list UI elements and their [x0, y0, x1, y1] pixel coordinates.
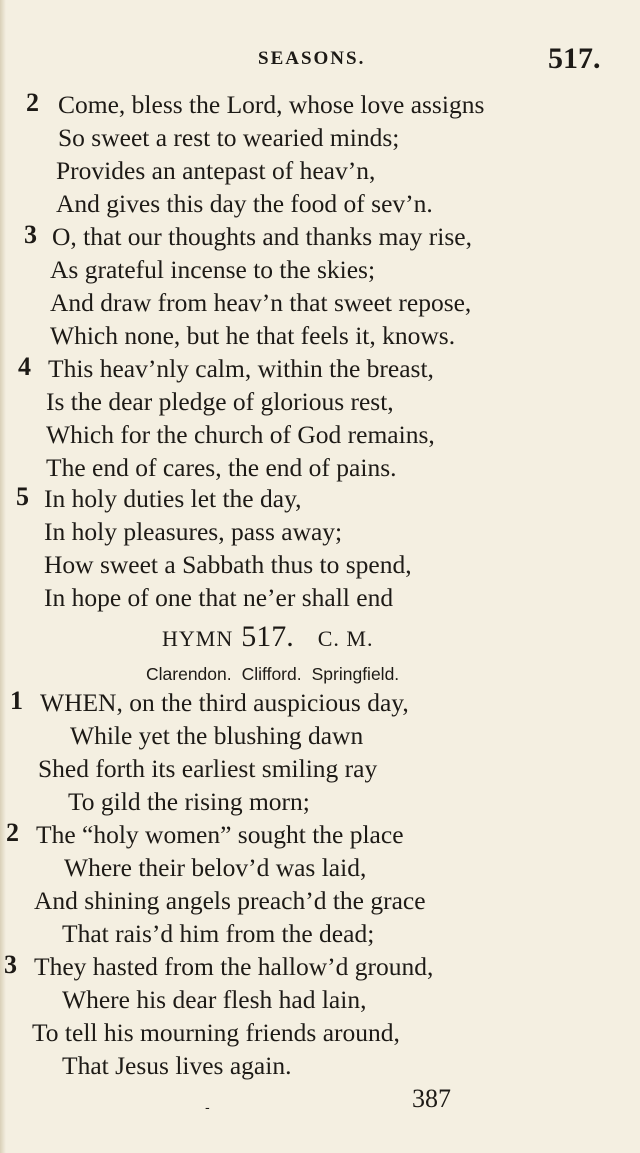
verse-line: And draw from heav’n that sweet repose, — [50, 288, 472, 317]
hymn-label: HYMN — [162, 626, 234, 651]
verse-line: Which none, but he that feels it, knows. — [50, 321, 456, 350]
page-number: 517. — [548, 42, 601, 75]
footer-mark: - — [205, 1100, 210, 1116]
verse-line: And shining angels preach’d the grace — [34, 886, 426, 915]
verse-line: Which for the church of God remains, — [46, 420, 435, 449]
hymn-meter: C. M. — [317, 626, 374, 651]
verse-line: Provides an antepast of heav’n, — [56, 156, 376, 185]
verse-number: 2 — [26, 88, 39, 117]
verse-line: To gild the rising morn; — [68, 787, 310, 816]
verse-line: That Jesus lives again. — [62, 1051, 292, 1080]
verse-number: 4 — [18, 352, 31, 381]
verse-line: While yet the blushing dawn — [70, 721, 364, 750]
section-title: SEASONS. — [258, 48, 366, 69]
verse-line: That rais’d him from the dead; — [62, 919, 375, 948]
verse-line: Come, bless the Lord, whose love assigns — [58, 90, 485, 119]
verse-line: Shed forth its earliest smiling ray — [38, 754, 378, 783]
verse-line: Where his dear flesh had lain, — [62, 985, 367, 1014]
verse-line: This heav’nly calm, within the breast, — [48, 354, 434, 383]
verse-line: How sweet a Sabbath thus to spend, — [44, 550, 412, 579]
verse-line: Where their belov’d was laid, — [64, 853, 367, 882]
verse-number: 5 — [16, 482, 29, 511]
verse-line: So sweet a rest to wearied minds; — [58, 123, 400, 152]
folio-number: 387 — [412, 1084, 451, 1113]
page-edge-shadow — [0, 0, 6, 1153]
verse-line: The “holy women” sought the place — [36, 820, 404, 849]
verse-number: 1 — [10, 686, 23, 715]
verse-number: 3 — [4, 950, 17, 979]
verse-line: In holy pleasures, pass away; — [44, 517, 343, 546]
tune-names — [146, 664, 399, 685]
verse-line: As grateful incense to the skies; — [50, 255, 376, 284]
verse-line: O, that our thoughts and thanks may rise, — [52, 222, 472, 251]
verse-line: In holy duties let the day, — [44, 484, 302, 513]
tune-name: Springfield. — [311, 664, 400, 684]
verse-line: In hope of one that ne’er shall end — [44, 583, 394, 612]
verse-line: To tell his mourning friends around, — [32, 1018, 400, 1047]
hymn-heading — [162, 620, 373, 654]
verse-line: Is the dear pledge of glorious rest, — [46, 387, 394, 416]
running-head — [0, 42, 640, 82]
verse-line: The end of cares, the end of pains. — [46, 453, 397, 482]
verse-line: And gives this day the food of sev’n. — [56, 189, 433, 218]
verse-number: 2 — [6, 818, 19, 847]
hymn-number: 517. — [241, 620, 294, 653]
tune-name: Clifford. — [241, 664, 302, 684]
verse-line: WHEN, on the third auspicious day, — [40, 688, 409, 717]
verse-number: 3 — [24, 220, 37, 249]
tune-name: Clarendon. — [146, 664, 232, 684]
verse-line: They hasted from the hallow’d ground, — [34, 952, 434, 981]
